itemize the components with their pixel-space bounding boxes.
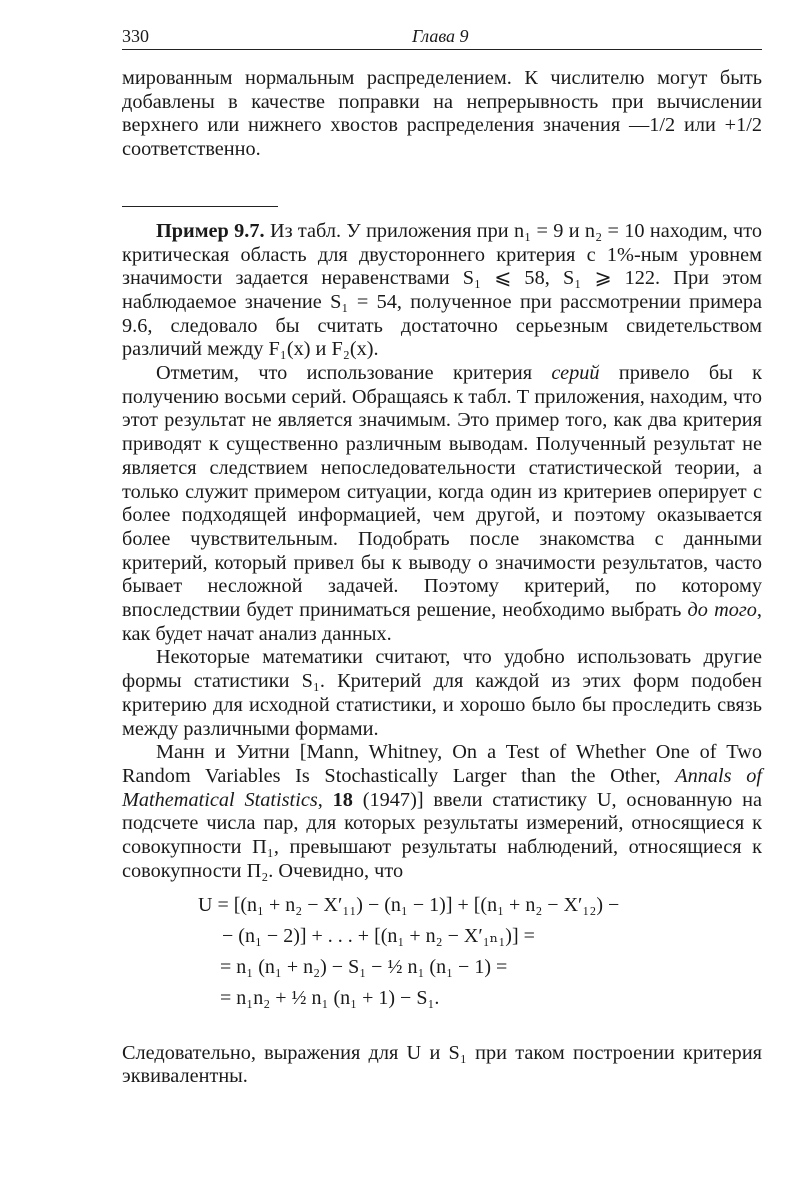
mw-text-a: Манн и Уитни [Mann, Whitney, On a Test of Whether One of Two Random Variables Is Stochastically Larger than the Other,	[122, 741, 762, 787]
formula-block	[198, 890, 762, 1014]
formula-line: = n₁n₂ + ½ n₁ (n₁ + 1) − S₁.	[220, 986, 440, 1009]
example-label: Пример 9.7.	[156, 219, 265, 242]
conclusion-paragraph: Следовательно, выражения для U и S₁ при таком построении критерия эквивалентны.	[122, 1041, 762, 1088]
runs-emphasis: серий	[551, 362, 600, 385]
before-emphasis: до того	[687, 599, 757, 622]
runs-paragraph	[122, 362, 762, 646]
journal-volume: 18	[332, 788, 353, 811]
page-number: 330	[122, 26, 149, 46]
running-header	[122, 22, 762, 50]
formula-line: = n₁ (n₁ + n₂) − S₁ − ½ n₁ (n₁ − 1) =	[220, 955, 508, 978]
runs-text-c: , как будет начат анализ данных.	[122, 599, 762, 645]
mann-whitney-paragraph: Манн и Уитни [Mann, Whitney, On a Test of Whether One of Two Random Variables Is Stochastically Larger than the Other, Annals of Mathematical Statistics, 18 (1947)] ввели статистику U, основанную на подсчете числа пар, для которых результаты измерений, относящиеся к совокупности Π₁, превышают результаты наблюдений, относящиеся к совокупности Π₂. Очевидно, что	[122, 741, 763, 882]
example-text: Из табл. У приложения при n₁ = 9 и n₂ = 10 находим, что критическая область для двустороннего критерия с 1%-ным уровнем значимости задается неравенствами S₁ ⩽ 58, S₁ ⩾ 122. При этом наблюдаемое значение S₁ = 54, полученное при рассмотрении примера 9.6, следовало бы считать достаточно серьезным свидетельством различий между F₁(x) и F₂(x).	[122, 219, 762, 361]
forms-paragraph: Некоторые математики считают, что удобно использовать другие формы статистики S₁. Критерий для каждой из этих форм подобен критерию для исходной статистики, и хорошо было бы проследить связь между различными формами.	[122, 646, 762, 740]
section-divider	[122, 206, 278, 207]
intro-paragraph: мированным нормальным распределением. К числителю могут быть добавлены в качестве поправки на непрерывность при вычислении верхнего или нижнего хвостов распределения значения —1/2 или +1/2 соответственно.	[122, 67, 762, 161]
journal-name: Annals of Mathematical Statistics	[122, 764, 762, 811]
example-paragraph	[122, 220, 762, 362]
runs-text-b: привело бы к получению восьми серий. Обращаясь к табл. Т приложения, находим, что этот результат не является значимым. Это пример того, как два критерия приводят к существенно различным выводам. Полученный результат не является следствием непоследовательности статистической теории, а только служит примером ситуации, когда один из критериев оперирует с более подходящей информацией, чем другой, и поэтому оказывается более чувствительным. Подобрать после знакомства с данными критерий, который привел бы к выводу о значимости результатов, часто бывает несложной задачей. Поэтому критерий, по которому впоследствии будет приниматься решение, необходимо выбрать	[122, 362, 763, 622]
chapter-title: Глава 9	[412, 26, 469, 46]
formula-line: − (n₁ − 2)] + . . . + [(n₁ + n₂ − X′₁ₙ₁)] =	[222, 924, 535, 947]
book-page	[122, 22, 762, 1089]
runs-text-a: Отметим, что использование критерия	[156, 362, 552, 385]
mw-text-b: (1947)] ввели статистику U, основанную на подсчете числа пар, для которых результаты измерений, относящиеся к совокупности Π₁, превышают результаты наблюдений, относящиеся к совокупности Π₂. Очевидно, что	[122, 788, 763, 882]
formula-line: U = [(n₁ + n₂ − X′₁₁) − (n₁ − 1)] + [(n₁ + n₂ − X′₁₂) −	[198, 893, 620, 916]
